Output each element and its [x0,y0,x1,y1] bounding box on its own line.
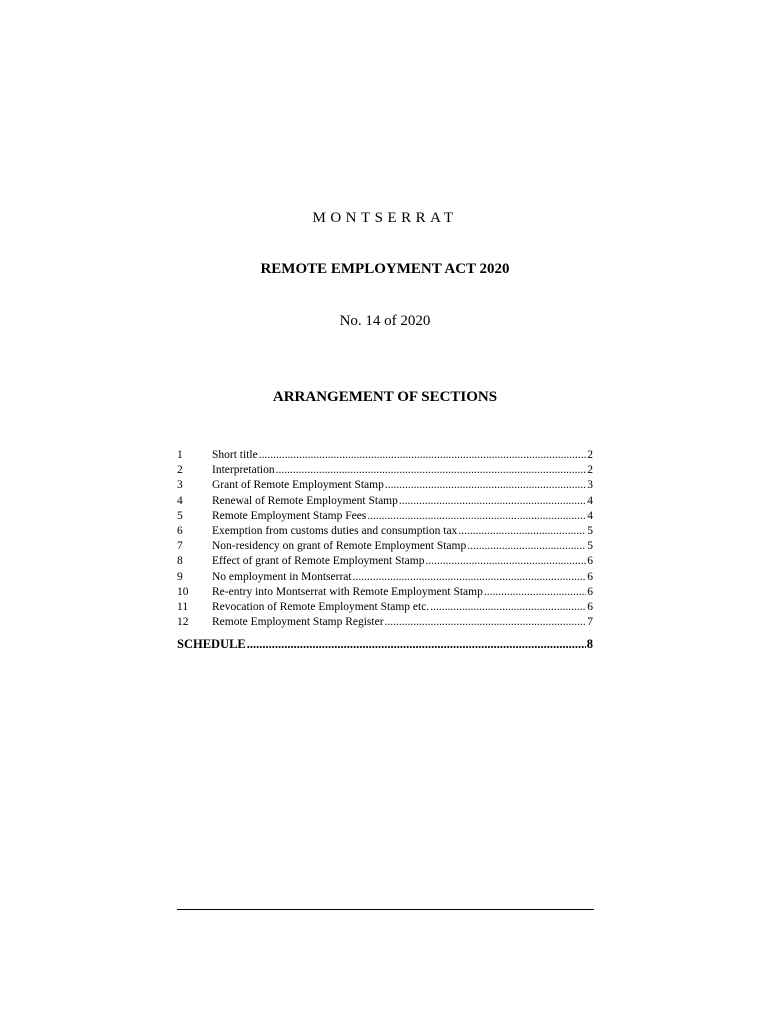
toc-entry [177,509,593,524]
footer-divider [177,909,594,910]
toc-entry [177,524,593,539]
toc-entry [177,494,593,509]
section-page: 2 [587,449,593,461]
section-page: 5 [587,524,593,537]
section-number: 8 [177,555,183,568]
section-number: 4 [177,494,183,507]
toc-entry [177,570,593,585]
arrangement-heading: ARRANGEMENT OF SECTIONS [272,389,498,405]
section-page: 4 [587,509,593,522]
section-number: 11 [177,600,189,613]
section-page: 5 [587,540,593,553]
section-title: Exemption from customs duties and consumption tax [212,524,458,537]
toc-entry [177,478,593,493]
section-title: Revocation of Remote Employment Stamp etc. [212,600,430,613]
dot-leader [426,554,587,569]
dot-leader [484,585,586,600]
section-page: 6 [587,555,593,568]
schedule-title: SCHEDULE [177,637,246,652]
section-title: Remote Employment Stamp Register [212,616,384,629]
dot-leader [458,524,586,539]
dot-leader [385,615,587,630]
dot-leader [367,509,586,524]
act-title: REMOTE EMPLOYMENT ACT 2020 [260,261,510,277]
section-page: 3 [587,479,593,492]
toc-entry [177,554,593,569]
section-page: 2 [587,464,593,477]
section-number: 9 [177,570,183,583]
section-page: 7 [587,616,593,629]
toc-entry [177,539,593,554]
section-title: Renewal of Remote Employment Stamp [212,494,398,507]
section-title: Grant of Remote Employment Stamp [212,479,384,492]
country-name: MONTSERRAT [312,210,458,226]
section-page: 6 [587,585,593,598]
section-number: 3 [177,479,183,492]
toc-entry [177,463,593,478]
toc-entry [177,600,593,615]
dot-leader [259,448,587,463]
section-number: 6 [177,524,183,537]
section-page: 6 [587,600,593,613]
dot-leader [353,570,587,585]
act-number: No. 14 of 2020 [339,313,431,329]
section-title: Effect of grant of Remote Employment Stamp [212,555,425,568]
section-number: 7 [177,540,183,553]
toc-entry [177,615,593,630]
dot-leader [399,494,586,509]
section-title: Interpretation [212,464,275,477]
dot-leader [467,539,586,554]
section-number: 5 [177,509,183,522]
dot-leader [385,478,586,493]
section-page: 6 [587,570,593,583]
section-title: Re-entry into Montserrat with Remote Employment Stamp [212,585,483,598]
section-title: Remote Employment Stamp Fees [212,509,367,522]
toc-entry [177,448,593,463]
toc-schedule-entry [177,636,593,653]
section-title: Short title [212,449,258,461]
section-number: 1 [177,449,183,461]
dot-leader [247,636,586,653]
section-title: Non-residency on grant of Remote Employment Stamp [212,540,467,553]
section-number: 10 [177,585,189,598]
section-number: 2 [177,464,183,477]
schedule-page: 8 [586,637,593,652]
table-of-contents [177,448,593,653]
section-number: 12 [177,616,189,629]
dot-leader [430,600,586,615]
toc-entry [177,585,593,600]
dot-leader [276,463,587,478]
section-page: 4 [587,494,593,507]
section-title: No employment in Montserrat [212,570,352,583]
